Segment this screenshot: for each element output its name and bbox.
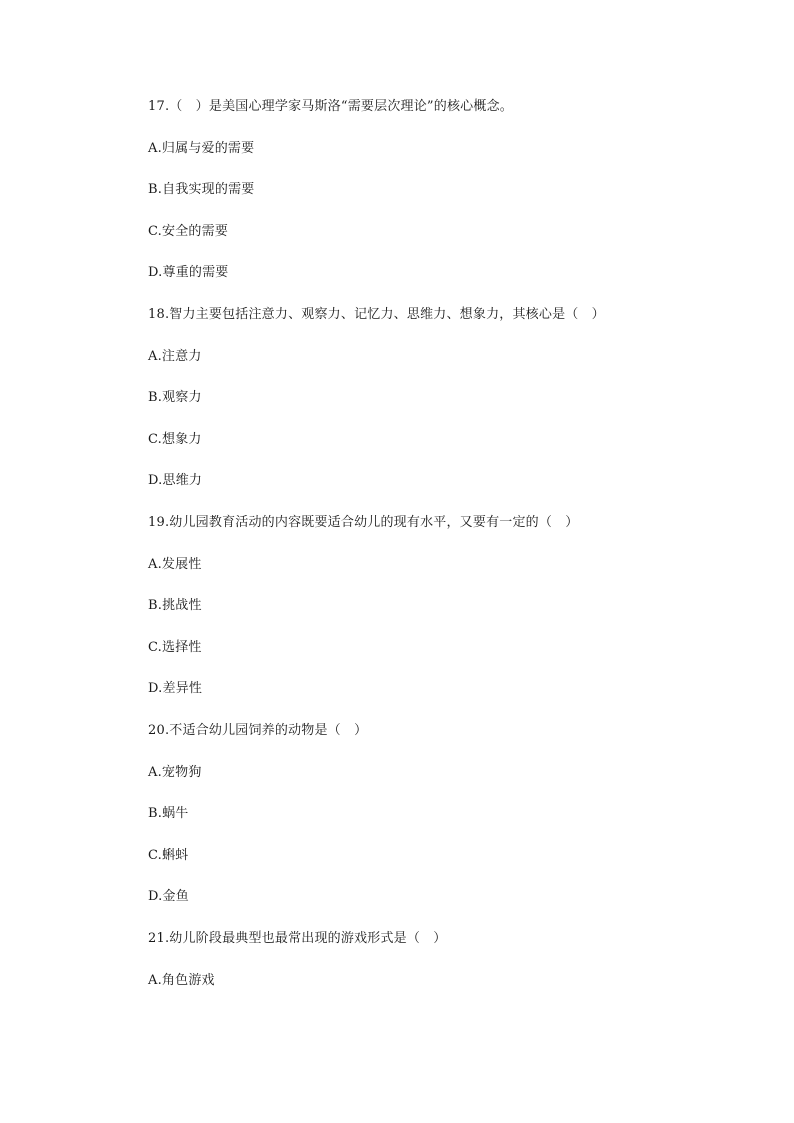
question-20-option-d: D.金鱼 (148, 889, 189, 904)
question-18-option-a: A.注意力 (148, 349, 202, 364)
question-19-option-a: A.发展性 (148, 557, 202, 572)
question-19-option-d: D.差异性 (148, 681, 203, 696)
question-17-option-a: A.归属与爱的需要 (148, 141, 255, 156)
question-17-stem: 17.（ ）是美国心理学家马斯洛“需要层次理论”的核心概念。 (148, 99, 513, 114)
question-20-option-c: C.蝌蚪 (148, 848, 189, 863)
question-18-stem: 18.智力主要包括注意力、观察力、记忆力、思维力、想象力，其核心是（ ） (148, 307, 605, 322)
question-18-option-b: B.观察力 (148, 390, 202, 405)
question-20-option-b: B.蜗牛 (148, 806, 189, 821)
question-17-option-c: C.安全的需要 (148, 224, 229, 239)
question-20-option-a: A.宠物狗 (148, 765, 202, 780)
question-20-stem: 20.不适合幼儿园饲养的动物是（ ） (148, 723, 368, 738)
question-18-option-d: D.思维力 (148, 473, 203, 488)
question-21-stem: 21.幼儿阶段最典型也最常出现的游戏形式是（ ） (148, 931, 447, 946)
question-19-stem: 19.幼儿园教育活动的内容既要适合幼儿的现有水平，又要有一定的（ ） (148, 515, 579, 530)
question-17-option-b: B.自我实现的需要 (148, 182, 255, 197)
question-19-option-c: C.选择性 (148, 640, 202, 655)
question-17-option-d: D.尊重的需要 (148, 265, 229, 280)
question-18-option-c: C.想象力 (148, 432, 202, 447)
question-19-option-b: B.挑战性 (148, 598, 202, 613)
question-21-option-a: A.角色游戏 (148, 973, 215, 988)
